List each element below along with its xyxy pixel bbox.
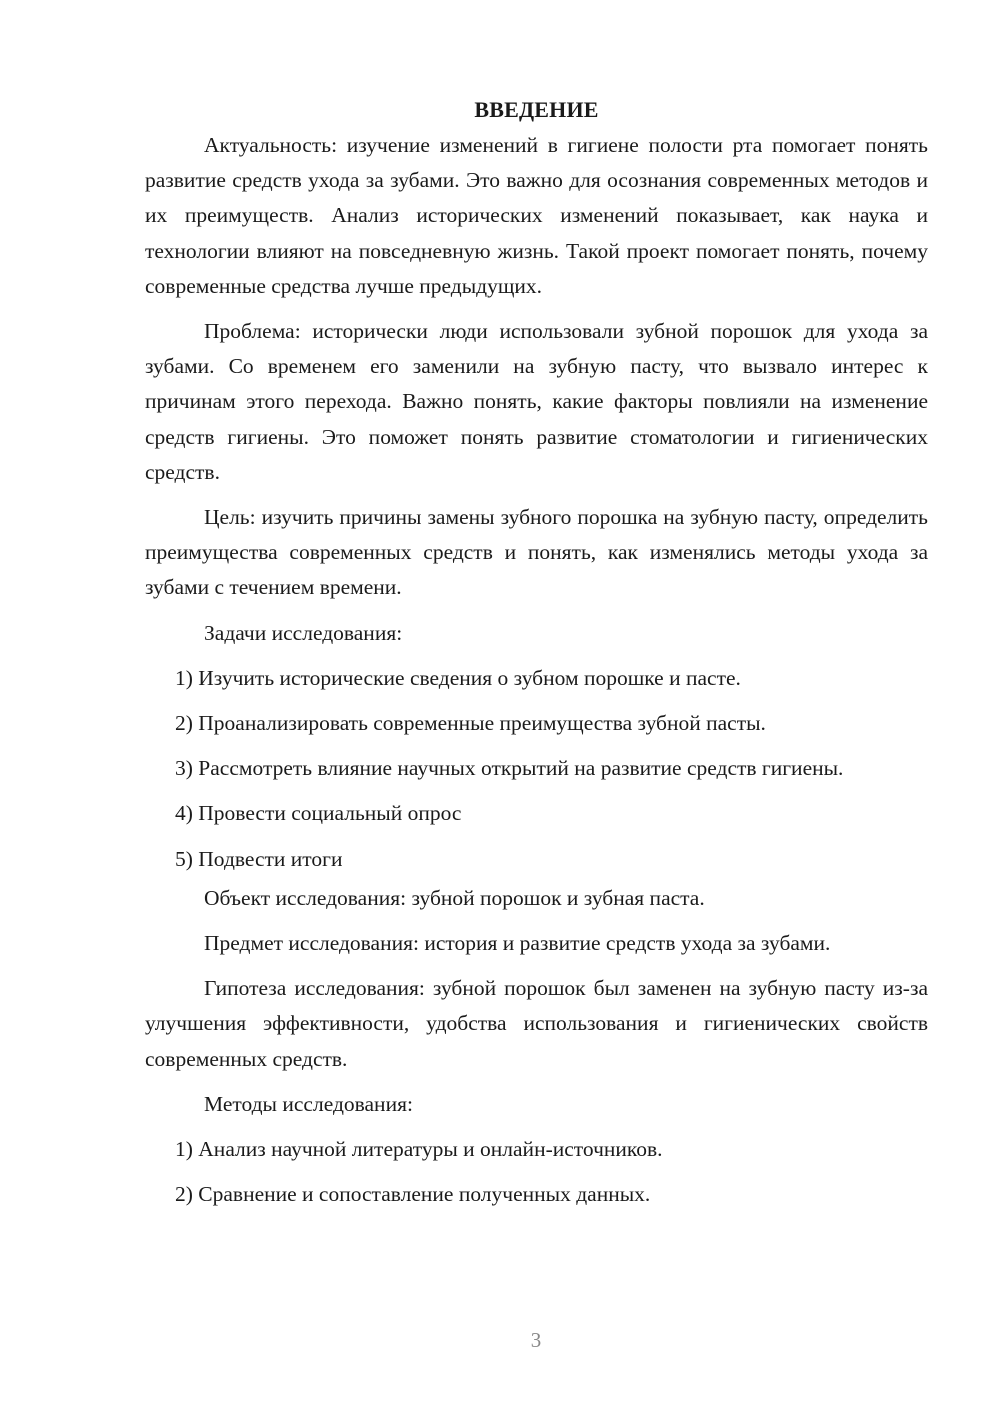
object-paragraph: Объект исследования: зубной порошок и зубная паста. — [204, 885, 705, 910]
problem-paragraph: Проблема: исторически люди использовали зубной порошок для ухода за зубами. Со временем его заменили на зубную пасту, что вызвало интерес к причинам этого перехода. Важно понять, какие факторы повлияли на изменение средств гигиены. Это поможет понять развитие стоматологии и гигиенических средств. — [145, 319, 928, 484]
hypothesis-paragraph: Гипотеза исследования: зубной порошок был заменен на зубную пасту из-за улучшения эффективности, удобства использования и гигиенических свойств современных средств. — [145, 976, 928, 1071]
section-title: ВВЕДЕНИЕ — [474, 97, 599, 122]
tasks-heading: Задачи исследования: — [204, 620, 403, 645]
task-item: 5) Подвести итоги — [175, 846, 343, 871]
task-item: 4) Провести социальный опрос — [175, 801, 462, 826]
task-item: 2) Проанализировать современные преимущества зубной пасты. — [175, 711, 766, 736]
page-body — [145, 92, 928, 1222]
goal-paragraph: Цель: изучить причины замены зубного порошка на зубную пасту, определить преимущества современных средств и понять, как изменялись методы ухода за зубами с течением времени. — [145, 505, 928, 600]
task-item: 3) Рассмотреть влияние научных открытий на развитие средств гигиены. — [175, 756, 844, 781]
methods-heading: Методы исследования: — [204, 1091, 413, 1116]
task-item: 1) Изучить исторические сведения о зубном порошке и пасте. — [175, 665, 741, 690]
page-number: 3 — [530, 1328, 542, 1352]
method-item: 1) Анализ научной литературы и онлайн-источников. — [175, 1137, 663, 1162]
method-item: 2) Сравнение и сопоставление полученных данных. — [175, 1182, 651, 1207]
relevance-paragraph: Актуальность: изучение изменений в гигиене полости рта помогает понять развитие средств ухода за зубами. Это важно для осознания современных методов и их преимуществ. Анализ исторических изменений показывает, как наука и технологии влияют на повседневную жизнь. Такой проект помогает понять, почему современные средства лучше предыдущих. — [145, 133, 928, 298]
subject-paragraph: Предмет исследования: история и развитие средств ухода за зубами. — [204, 931, 831, 956]
